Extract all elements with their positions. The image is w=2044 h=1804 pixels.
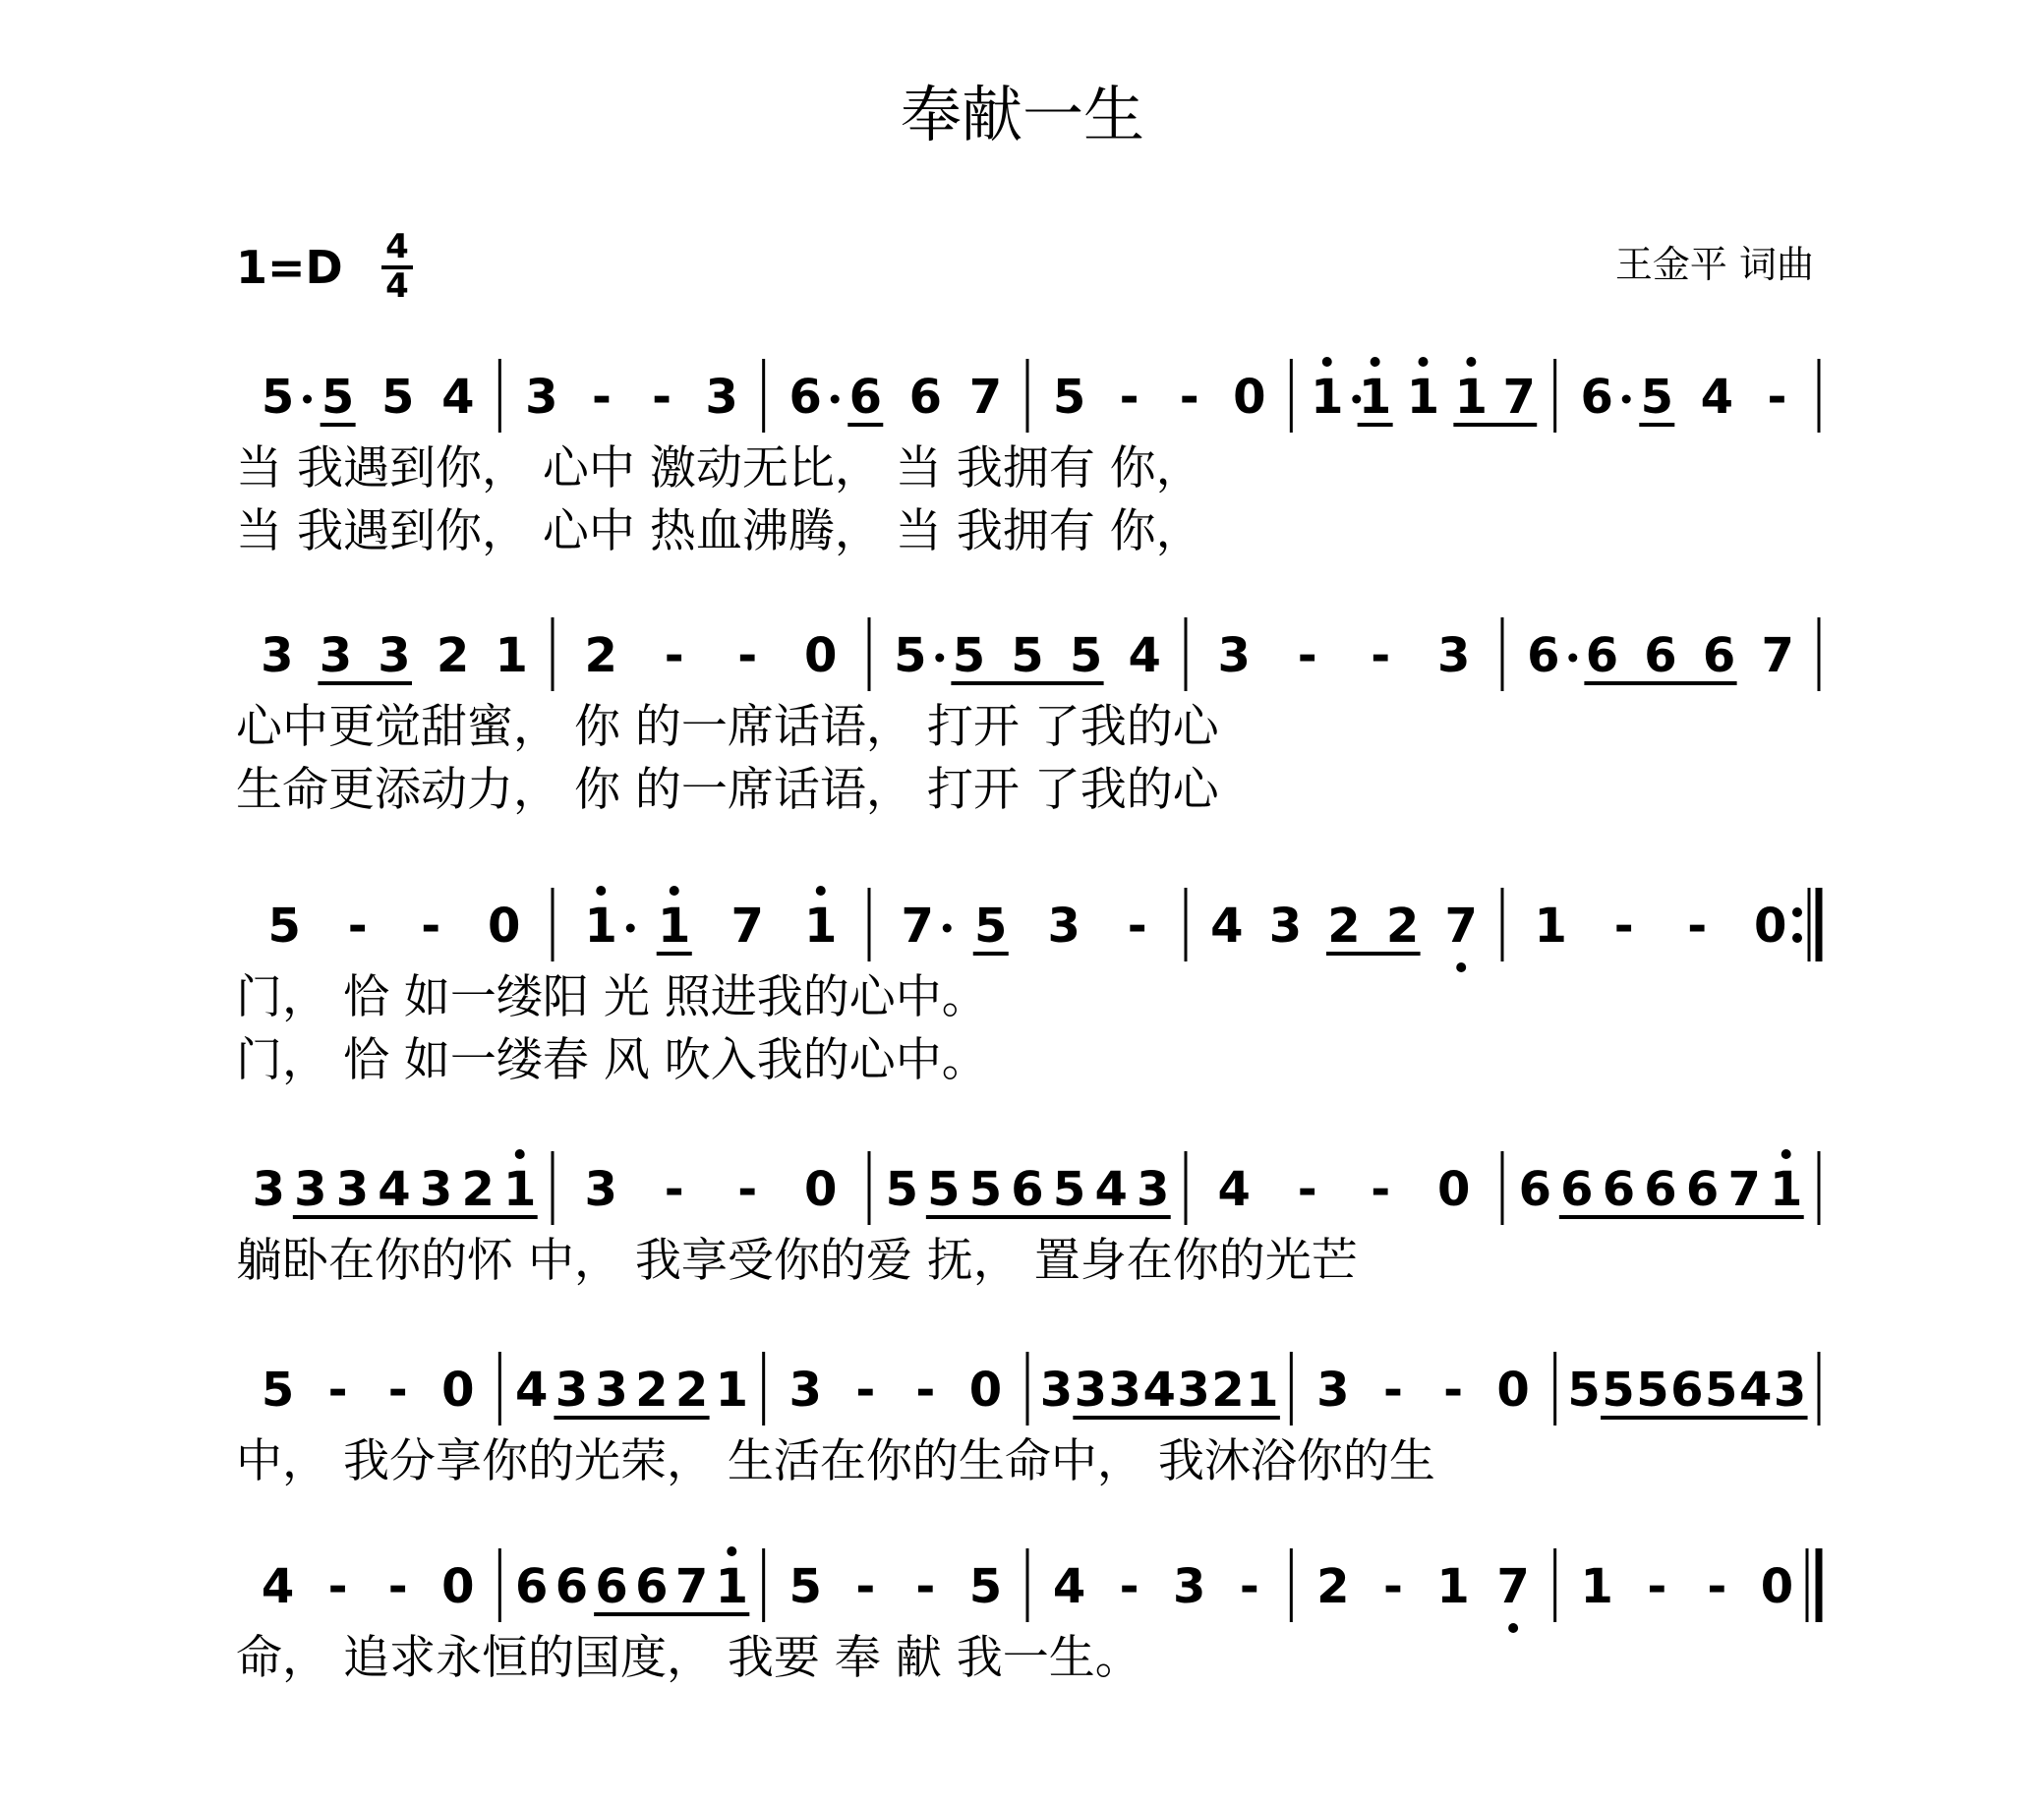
note: 1 (1454, 370, 1489, 425)
note-dash: - (664, 1162, 684, 1217)
note-dash: - (1443, 1363, 1464, 1418)
note: 5 (1705, 1363, 1738, 1418)
note: 5 (267, 899, 301, 954)
note: 1 (715, 1559, 749, 1614)
note: 4 (1738, 1363, 1773, 1418)
note: 1 (1246, 1363, 1279, 1418)
note: 3 (1316, 1363, 1350, 1418)
note-dash: - (855, 1363, 876, 1418)
lyric-line: 生命更添动力， 你 的一席话语， 打开 了我的心 (236, 763, 1219, 817)
note: 3 (1177, 1363, 1210, 1418)
note: 5 (952, 628, 986, 683)
note-dash: - (327, 1559, 348, 1614)
note: 1 (503, 1162, 537, 1217)
note: 7 (1761, 628, 1794, 683)
key-signature: 1=D (236, 241, 343, 294)
note: 1 (804, 899, 838, 954)
note-dash: - (915, 1559, 936, 1614)
note: 6 (555, 1559, 589, 1614)
note-dash: - (1382, 1559, 1403, 1614)
augmentation-dot (831, 395, 840, 404)
note: 4 (1210, 899, 1244, 954)
note: 7 (968, 370, 1003, 425)
note: 0 (1496, 1363, 1530, 1418)
note-dash: - (1382, 1363, 1403, 1418)
augmentation-dot (943, 924, 952, 933)
note: 3 (378, 628, 411, 683)
repeat-dot (1792, 933, 1802, 943)
note: 0 (968, 1363, 1003, 1418)
note: 3 (319, 628, 353, 683)
note: 2 (1327, 899, 1361, 954)
score-systems (236, 357, 1819, 1685)
note: 3 (1047, 899, 1080, 954)
note: 2 (436, 628, 470, 683)
note-dash: - (915, 1363, 936, 1418)
note-dash: - (421, 899, 441, 954)
note: 6 (1644, 1162, 1677, 1217)
note: 3 (555, 1363, 589, 1418)
note: 3 (261, 628, 294, 683)
augmentation-dot (935, 654, 944, 663)
note: 1 (495, 628, 528, 683)
note: 6 (595, 1559, 628, 1614)
note-dash: - (1687, 899, 1708, 954)
note-dash: - (347, 899, 368, 954)
lyric-line: 门， 恰 如一缕春 风 吹入我的心中。 (236, 1033, 988, 1087)
note: 5 (1636, 1363, 1669, 1418)
note: 3 (419, 1162, 453, 1217)
high-octave-dot (1466, 357, 1476, 367)
lyric-line: 当 我遇到你， 心中 热血沸腾， 当 我拥有 你， (236, 504, 1202, 558)
note-dash: - (652, 370, 672, 425)
note: 6 (1602, 1162, 1636, 1217)
note: 5 (968, 1162, 1003, 1217)
note: 5 (927, 1162, 961, 1217)
high-octave-dot (515, 1149, 525, 1159)
high-octave-dot (596, 886, 606, 896)
note: 7 (730, 899, 764, 954)
note-dash: - (387, 1559, 408, 1614)
key-signature-group (236, 227, 413, 306)
note-dash: - (1127, 899, 1147, 954)
augmentation-dot (303, 395, 312, 404)
note-dash: - (664, 628, 684, 683)
note: 7 (674, 1559, 709, 1614)
note: 5 (1052, 370, 1086, 425)
note: 6 (1644, 628, 1677, 683)
note: 3 (1268, 899, 1303, 954)
note: 5 (885, 1162, 918, 1217)
augmentation-dot (1568, 654, 1577, 663)
note: 2 (1316, 1559, 1350, 1614)
note: 6 (514, 1559, 549, 1614)
high-octave-dot (1781, 1149, 1791, 1159)
lyric-line: 门， 恰 如一缕阳 光 照进我的心中。 (236, 970, 988, 1024)
song-title: 奉献一生 (900, 79, 1145, 150)
note: 5 (968, 1559, 1003, 1614)
note: 0 (441, 1559, 475, 1614)
lyric-line: 当 我遇到你， 心中 激动无比， 当 我拥有 你， (236, 441, 1202, 495)
lyric-line: 中， 我分享你的光荣， 生活在你的生命中， 我沐浴你的生 (236, 1434, 1435, 1488)
note-dash: - (591, 370, 612, 425)
note: 0 (441, 1363, 475, 1418)
note: 1 (715, 1363, 749, 1418)
augmentation-dot (1622, 395, 1631, 404)
note: 7 (1502, 370, 1536, 425)
note-dash: - (327, 1363, 348, 1418)
note: 5 (261, 1363, 295, 1418)
note-dash: - (1297, 628, 1317, 683)
note: 6 (1527, 628, 1560, 683)
note-dash: - (1371, 628, 1391, 683)
note: 4 (1217, 1162, 1251, 1217)
note: 6 (1670, 1363, 1704, 1418)
note: 2 (461, 1162, 495, 1217)
high-octave-dot (1322, 357, 1332, 367)
note: 3 (705, 370, 738, 425)
note: 5 (1602, 1363, 1635, 1418)
repeat-dot (1792, 907, 1802, 917)
note-dash: - (1613, 899, 1634, 954)
note: 1 (1358, 370, 1392, 425)
low-octave-dot (1456, 962, 1466, 972)
note: 5 (321, 370, 355, 425)
note: 4 (1128, 628, 1161, 683)
note: 3 (1039, 1363, 1074, 1418)
note: 3 (252, 1162, 285, 1217)
note-dash: - (1119, 370, 1139, 425)
low-octave-dot (1508, 1623, 1518, 1633)
note: 1 (658, 899, 691, 954)
note: 2 (1211, 1363, 1245, 1418)
note: 3 (1108, 1363, 1141, 1418)
note: 7 (1444, 899, 1478, 954)
note-dash: - (1647, 1559, 1667, 1614)
note: 0 (804, 1162, 838, 1217)
note: 3 (335, 1162, 370, 1217)
augmentation-dot (626, 924, 635, 933)
note: 4 (1142, 1363, 1176, 1418)
note: 5 (788, 1559, 822, 1614)
note: 3 (595, 1363, 628, 1418)
note: 1 (1770, 1162, 1803, 1217)
lyric-line: 躺卧在你的怀 中， 我享受你的爱 抚， 置身在你的光芒 (236, 1234, 1358, 1288)
note: 4 (261, 1559, 295, 1614)
high-octave-dot (816, 886, 826, 896)
note-dash: - (387, 1363, 408, 1418)
note: 7 (1496, 1559, 1530, 1614)
note-dash: - (737, 628, 758, 683)
note: 3 (788, 1363, 822, 1418)
time-signature-bottom: 4 (385, 266, 409, 306)
note: 5 (974, 899, 1008, 954)
note: 3 (1173, 1559, 1206, 1614)
note: 0 (804, 628, 838, 683)
note: 3 (1437, 628, 1471, 683)
note: 0 (1760, 1559, 1794, 1614)
high-octave-dot (1371, 357, 1380, 367)
note: 5 (1567, 1363, 1601, 1418)
note: 3 (1137, 1162, 1170, 1217)
note-dash: - (1179, 370, 1199, 425)
note: 2 (1385, 899, 1420, 954)
note: 3 (525, 370, 558, 425)
note: 4 (514, 1363, 549, 1418)
note: 7 (1727, 1162, 1761, 1217)
note: 3 (1074, 1363, 1108, 1418)
note: 6 (848, 370, 882, 425)
lyric-line: 命， 追求永恒的国度， 我要 奉 献 我一生。 (236, 1631, 1141, 1685)
note: 0 (1437, 1162, 1471, 1217)
note: 6 (1011, 1162, 1044, 1217)
note: 4 (378, 1162, 411, 1217)
note: 2 (674, 1363, 709, 1418)
note-dash: - (737, 1162, 758, 1217)
note: 1 (1436, 1559, 1470, 1614)
note: 0 (1754, 899, 1787, 954)
note: 6 (788, 370, 822, 425)
composer-credit: 王金平 词曲 (1614, 243, 1814, 286)
note: 4 (1052, 1559, 1086, 1614)
note: 3 (294, 1162, 327, 1217)
note: 1 (1580, 1559, 1613, 1614)
note-dash: - (1707, 1559, 1727, 1614)
note: 6 (1702, 628, 1736, 683)
note: 3 (1217, 628, 1251, 683)
note: 7 (901, 899, 934, 954)
note: 2 (635, 1363, 669, 1418)
note: 6 (1560, 1162, 1594, 1217)
high-octave-dot (727, 1546, 736, 1556)
note: 3 (584, 1162, 617, 1217)
note: 5 (1069, 628, 1103, 683)
note-dash: - (1371, 1162, 1391, 1217)
note: 6 (908, 370, 943, 425)
note: 6 (1580, 370, 1613, 425)
high-octave-dot (670, 886, 679, 896)
note-dash: - (1767, 370, 1787, 425)
note-dash: - (1119, 1559, 1139, 1614)
note: 1 (1406, 370, 1440, 425)
note: 1 (584, 899, 617, 954)
note: 1 (1534, 899, 1567, 954)
note: 5 (1640, 370, 1673, 425)
note: 0 (488, 899, 521, 954)
note: 4 (1094, 1162, 1128, 1217)
high-octave-dot (1419, 357, 1429, 367)
note: 0 (1233, 370, 1266, 425)
note-dash: - (855, 1559, 876, 1614)
time-signature-top: 4 (385, 227, 409, 266)
note: 5 (1052, 1162, 1086, 1217)
note: 6 (1685, 1162, 1720, 1217)
note: 5 (381, 370, 415, 425)
note: 5 (261, 370, 295, 425)
lyric-line: 心中更觉甜蜜， 你 的一席话语， 打开 了我的心 (236, 700, 1219, 754)
note: 5 (894, 628, 927, 683)
note-dash: - (1239, 1559, 1259, 1614)
note: 6 (1518, 1162, 1551, 1217)
note: 3 (1773, 1363, 1807, 1418)
note: 4 (1700, 370, 1734, 425)
note: 6 (1585, 628, 1619, 683)
note: 6 (635, 1559, 669, 1614)
note: 5 (1011, 628, 1044, 683)
note: 1 (1311, 370, 1344, 425)
note-dash: - (1297, 1162, 1317, 1217)
note: 4 (441, 370, 475, 425)
note: 2 (584, 628, 617, 683)
